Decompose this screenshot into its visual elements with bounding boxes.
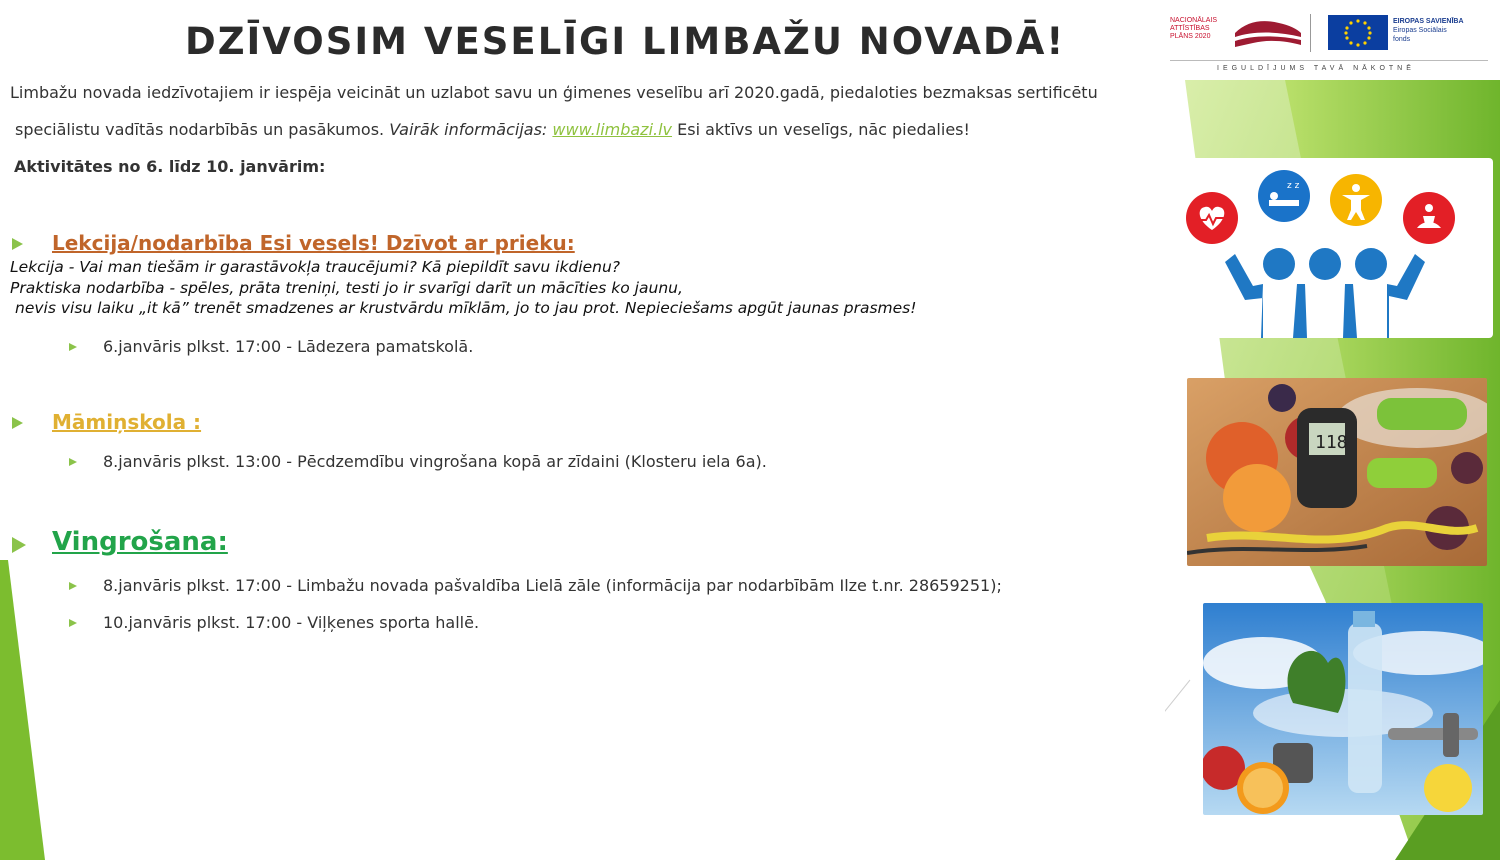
lecture-desc-3: nevis visu laiku „it kā” trenēt smadzenes ar krustvārdu mīklām, jo to jau prot. Nepieciešams apgūt jaunas prasmes! bbox=[15, 299, 917, 317]
healthy-food-image bbox=[1187, 378, 1487, 566]
bullet-arrow-icon bbox=[12, 417, 23, 429]
svg-text:z z: z z bbox=[1287, 181, 1300, 191]
nap-logo: NACIONĀLAIS ATTĪSTĪBAS PLĀNS 2020 bbox=[1170, 17, 1218, 40]
website-link[interactable]: www.limbazi.lv bbox=[552, 120, 673, 139]
activities-subheading: Aktivitātes no 6. līdz 10. janvārim: bbox=[14, 157, 326, 176]
tagline: IEGULDĪJUMS TAVĀ NĀKOTNĒ bbox=[1217, 65, 1415, 72]
lecture-desc-2: Praktiska nodarbība - spēles, prāta treniņi, testi jo ir svarīgi darīt un mācīties ko jaunu, bbox=[10, 279, 683, 297]
eu-logo-text: EIROPAS SAVIENĪBA Eiropas Sociālais fonds bbox=[1393, 18, 1464, 43]
health-icons-panel bbox=[1175, 158, 1493, 338]
logo-divider bbox=[1310, 14, 1311, 52]
fitness-image bbox=[1203, 603, 1483, 815]
page-title: DZĪVOSIM VESELĪGI LIMBAŽU NOVADĀ! bbox=[185, 20, 1066, 63]
fitness-graphic bbox=[1203, 603, 1483, 815]
bullet-arrow-icon bbox=[69, 582, 77, 590]
bullet-arrow-icon bbox=[12, 537, 26, 553]
intro-line-2: speciālistu vadītās nodarbībās un pasākumos. Vairāk informācijas: www.limbazi.lv Esi aktīvs un veselīgs, nāc piedalies! bbox=[15, 120, 970, 139]
left-green-stripe bbox=[0, 560, 50, 860]
mothers-school-item: 8.janvāris plkst. 13:00 - Pēcdzemdību vingrošana kopā ar zīdaini (Klosteru iela 6a). bbox=[103, 452, 767, 471]
heart-rate-icon bbox=[1186, 192, 1238, 244]
lecture-item: 6.janvāris plkst. 17:00 - Lādezera pamatskolā. bbox=[103, 337, 474, 356]
intro-line-1: Limbažu novada iedzīvotajiem ir iespēja veicināt un uzlabot savu un ģimenes veselību arī 2020.gadā, piedaloties bezmaksas sertificētu bbox=[10, 83, 1098, 102]
bullet-arrow-icon bbox=[12, 238, 23, 250]
meditation-icon bbox=[1403, 192, 1455, 244]
mothers-school-heading: Māmiņskola : bbox=[52, 410, 202, 434]
lecture-heading: Lekcija/nodarbība Esi vesels! Dzīvot ar prieku: bbox=[52, 231, 575, 255]
svg-text:118: 118 bbox=[1315, 432, 1348, 453]
people-group-icon bbox=[1225, 248, 1425, 338]
logo-rule bbox=[1170, 60, 1488, 61]
exercise-item-2: 10.janvāris plkst. 17:00 - Viļķenes sporta hallē. bbox=[103, 613, 480, 632]
bullet-arrow-icon bbox=[69, 619, 77, 627]
person-icon bbox=[1330, 174, 1382, 226]
exercise-item-1: 8.janvāris plkst. 17:00 - Limbažu novada pašvaldība Lielā zāle (informācija par nodarbībām Ilze t.nr. 28659251); bbox=[103, 576, 1002, 595]
healthy-food-graphic bbox=[1187, 378, 1487, 566]
latvia-flag-icon bbox=[1233, 15, 1303, 50]
bullet-arrow-icon bbox=[69, 343, 77, 351]
lecture-desc-1: Lekcija - Vai man tiešām ir garastāvokļa traucējumi? Kā piepildīt savu ikdienu? bbox=[10, 258, 620, 276]
bullet-arrow-icon bbox=[69, 458, 77, 466]
eu-flag-icon bbox=[1328, 15, 1388, 50]
right-panel bbox=[1165, 0, 1500, 860]
health-icons-graphic bbox=[1175, 158, 1493, 338]
exercise-heading: Vingrošana: bbox=[52, 527, 228, 557]
sleep-icon bbox=[1258, 170, 1310, 222]
